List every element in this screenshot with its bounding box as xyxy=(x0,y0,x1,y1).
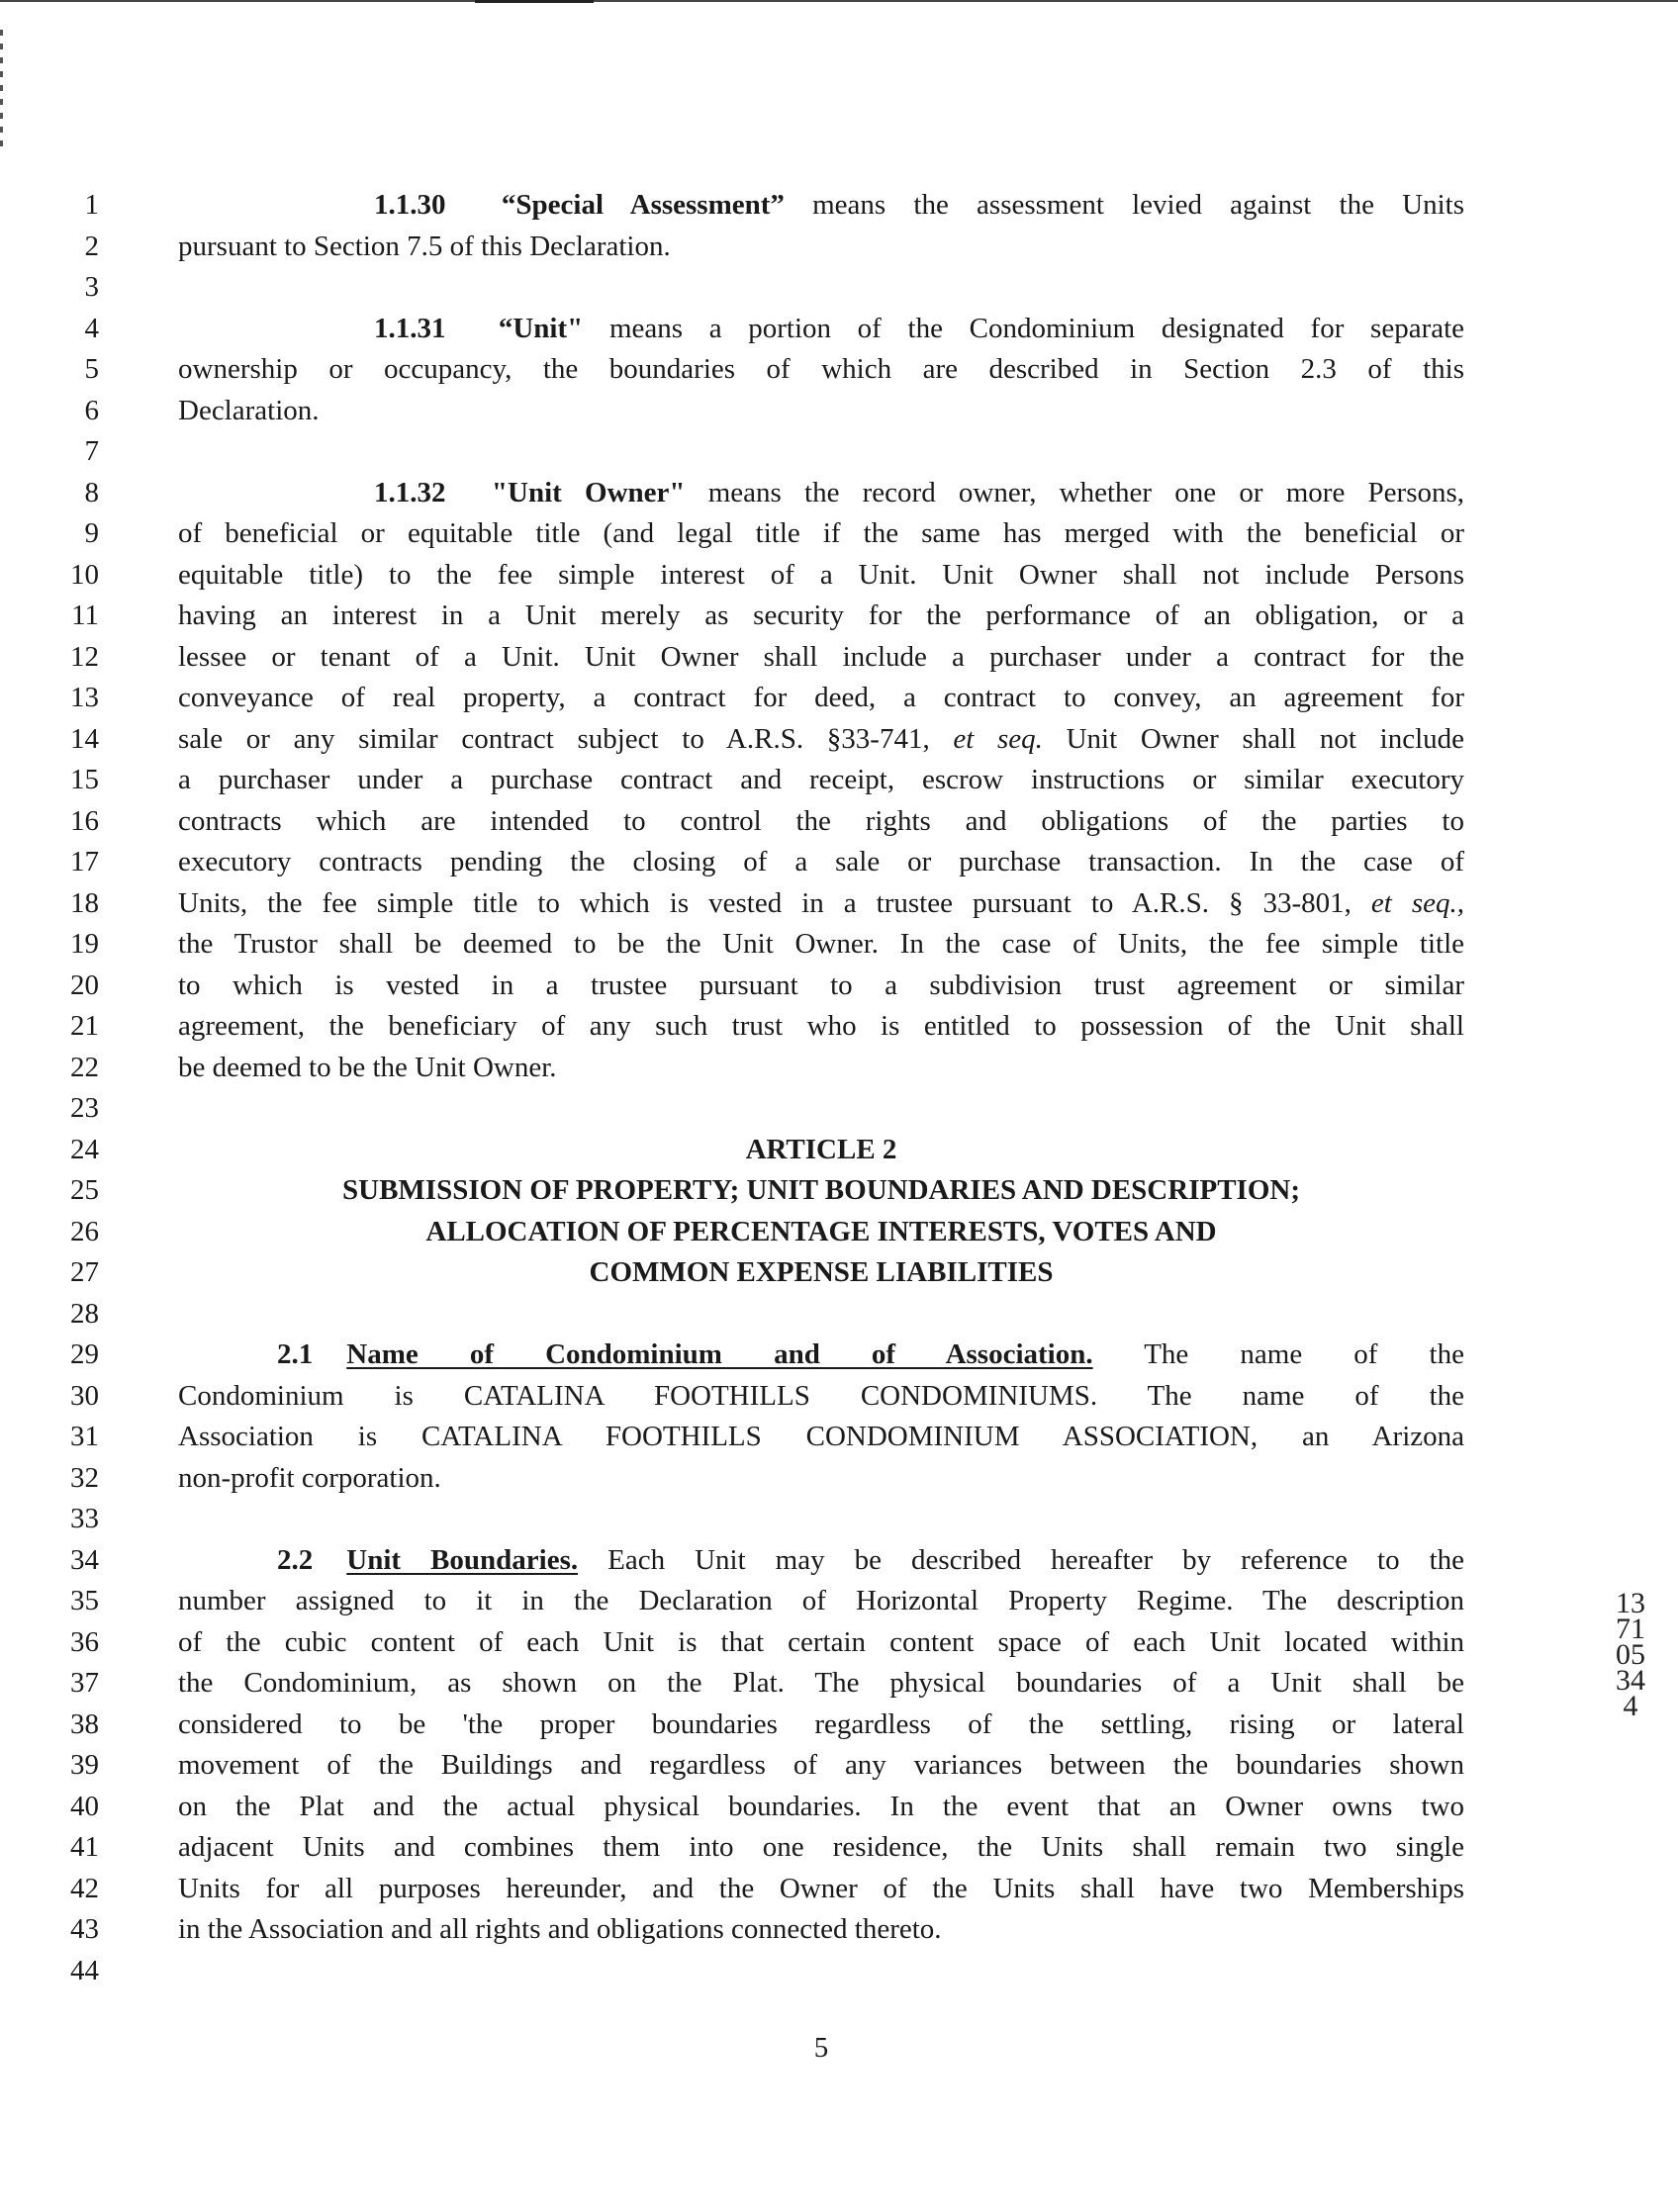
line-number: 33 xyxy=(70,1503,99,1534)
section-number: 1.1.32 xyxy=(374,476,446,508)
section-title: Name of Condominium and of Association. xyxy=(346,1338,1093,1370)
line-number: 7 xyxy=(84,435,99,467)
text-line xyxy=(374,309,1464,350)
line-number: 25 xyxy=(70,1174,99,1206)
text-line: number assigned to it in the Declaration of Horizontal Property Regime. The description xyxy=(178,1585,1464,1616)
section-number: 1.1.30 xyxy=(374,189,446,221)
line-number: 22 xyxy=(70,1051,99,1083)
text-line: the Condominium, as shown on the Plat. The physical boundaries of a Unit shall be xyxy=(178,1667,1464,1699)
line-number: 8 xyxy=(84,476,99,508)
text-line: of the cubic content of each Unit is that certain content space of each Unit located within xyxy=(178,1625,1464,1658)
line-number: 38 xyxy=(70,1707,99,1740)
text-segment: The name of the xyxy=(1144,1338,1464,1370)
text-line: of beneficial or equitable title (and legal title if the same has merged with the beneficial or xyxy=(178,517,1464,549)
text-line xyxy=(374,473,1464,514)
recording-stamp: 1371 05344 xyxy=(1616,1587,1645,1722)
scan-top-edge xyxy=(0,0,1678,2)
article-title-line: COMMON EXPENSE LIABILITIES xyxy=(589,1256,1054,1288)
line-number: 23 xyxy=(70,1092,99,1124)
text-line: Condominium is CATALINA FOOTHILLS CONDOMINIUMS. The name of the xyxy=(178,1379,1464,1412)
text-line: the Trustor shall be deemed to be the Unit Owner. In the case of Units, the fee simple title xyxy=(178,928,1464,960)
line-number: 21 xyxy=(70,1010,99,1042)
section-title: Unit Boundaries. xyxy=(346,1543,579,1576)
line-number: 35 xyxy=(70,1585,99,1616)
line-number: 13 xyxy=(70,682,99,713)
text-line: executory contracts pending the closing of a sale or purchase transaction. In the case of xyxy=(178,846,1464,877)
line-number: 15 xyxy=(70,764,99,795)
text-line: be deemed to be the Unit Owner. xyxy=(178,1051,557,1083)
text-segment: Units, the fee simple title to which is vested in a trustee pursuant to A.R.S. § 33-801, xyxy=(178,886,1352,919)
text-line: lessee or tenant of a Unit. Unit Owner shall include a purchaser under a contract for the xyxy=(178,640,1464,673)
line-number: 10 xyxy=(70,558,99,591)
text-line xyxy=(178,883,1464,925)
line-number: 44 xyxy=(70,1954,99,1986)
line-number: 37 xyxy=(70,1667,99,1699)
text-line: in the Association and all rights and obligations connected thereto. xyxy=(178,1913,942,1945)
text-line: considered to be 'the proper boundaries regardless of the settling, rising or lateral xyxy=(178,1707,1464,1740)
line-number: 11 xyxy=(71,599,99,631)
text-line xyxy=(374,185,1464,227)
text-segment: sale or any similar contract subject to A.R.S. §33-741, xyxy=(178,722,930,755)
text-segment: Each Unit may be described hereafter by reference to the xyxy=(607,1543,1465,1576)
line-number: 28 xyxy=(70,1297,99,1330)
line-number: 39 xyxy=(70,1749,99,1781)
text-line: ownership or occupancy, the boundaries of which are described in Section 2.3 of this xyxy=(178,353,1464,385)
text-line: equitable title) to the fee simple interest of a Unit. Unit Owner shall not include Persons xyxy=(178,558,1464,591)
text-line: agreement, the beneficiary of any such trust who is entitled to possession of the Unit shall xyxy=(178,1010,1464,1042)
line-number: 30 xyxy=(70,1379,99,1412)
defined-term: "Unit Owner" xyxy=(491,476,686,508)
article-title-line: SUBMISSION OF PROPERTY; UNIT BOUNDARIES AND DESCRIPTION; xyxy=(342,1174,1300,1206)
text-line: having an interest in a Unit merely as security for the performance of an obligation, or a xyxy=(178,599,1464,631)
italic-citation: et seq. xyxy=(953,722,1043,755)
line-number: 19 xyxy=(70,928,99,960)
section-number: 2.1 xyxy=(277,1338,314,1370)
line-number: 26 xyxy=(70,1215,99,1247)
text-line: movement of the Buildings and regardless of any variances between the boundaries shown xyxy=(178,1749,1464,1781)
text-segment: means the assessment levied against the Units xyxy=(812,189,1464,221)
line-number: 41 xyxy=(70,1831,99,1863)
text-line xyxy=(178,719,1464,761)
line-number: 34 xyxy=(70,1543,99,1576)
line-number: 17 xyxy=(70,846,99,877)
line-number: 3 xyxy=(84,271,99,303)
text-line xyxy=(277,1540,1464,1582)
text-segment: means the record owner, whether one or more Persons, xyxy=(707,476,1465,508)
line-number: 27 xyxy=(70,1256,99,1288)
text-line: non-profit corporation. xyxy=(178,1461,441,1494)
line-number: 1 xyxy=(84,189,99,221)
line-number: 43 xyxy=(70,1913,99,1945)
scan-left-marks xyxy=(0,30,3,148)
text-line: Declaration. xyxy=(178,394,320,426)
text-line: pursuant to Section 7.5 of this Declaration. xyxy=(178,230,671,262)
defined-term: “Special Assessment” xyxy=(501,189,785,221)
section-number: 1.1.31 xyxy=(374,312,446,344)
line-number: 36 xyxy=(70,1625,99,1658)
line-number: 14 xyxy=(70,722,99,755)
line-number: 16 xyxy=(70,804,99,837)
text-line: a purchaser under a purchase contract and receipt, escrow instructions or similar executory xyxy=(178,764,1464,795)
text-line: adjacent Units and combines them into one residence, the Units shall remain two single xyxy=(178,1831,1464,1863)
text-line: Association is CATALINA FOOTHILLS CONDOMINIUM ASSOCIATION, an Arizona xyxy=(178,1421,1464,1452)
line-number: 42 xyxy=(70,1872,99,1904)
text-line: contracts which are intended to control the rights and obligations of the parties to xyxy=(178,804,1464,837)
line-number: 2 xyxy=(84,230,99,262)
text-line xyxy=(277,1335,1464,1376)
page-number: 5 xyxy=(813,2032,829,2064)
line-number: 20 xyxy=(70,968,99,1001)
line-number: 6 xyxy=(84,394,99,426)
text-segment: means a portion of the Condominium designated for separate xyxy=(608,312,1465,344)
text-line: Units for all purposes hereunder, and the Owner of the Units shall have two Memberships xyxy=(178,1872,1464,1904)
article-number: ARTICLE 2 xyxy=(745,1133,897,1165)
text-segment: Unit Owner shall not include xyxy=(1066,722,1465,755)
line-number: 24 xyxy=(70,1133,99,1165)
line-number: 31 xyxy=(70,1421,99,1452)
italic-citation: et seq., xyxy=(1370,886,1465,919)
line-number: 32 xyxy=(70,1461,99,1494)
text-line: conveyance of real property, a contract for deed, a contract to convey, an agreement for xyxy=(178,682,1464,713)
scan-top-mark xyxy=(475,0,594,3)
defined-term: “Unit" xyxy=(498,312,584,344)
line-number: 29 xyxy=(70,1338,99,1370)
article-title-line: ALLOCATION OF PERCENTAGE INTERESTS, VOTES AND xyxy=(425,1215,1217,1247)
line-number: 9 xyxy=(84,517,99,549)
text-line: on the Plat and the actual physical boundaries. In the event that an Owner owns two xyxy=(178,1790,1464,1822)
section-number: 2.2 xyxy=(277,1543,314,1576)
line-number: 18 xyxy=(70,886,99,919)
text-line: to which is vested in a trustee pursuant to a subdivision trust agreement or similar xyxy=(178,968,1464,1001)
line-number: 40 xyxy=(70,1790,99,1822)
line-number: 5 xyxy=(84,353,99,385)
line-number: 12 xyxy=(70,640,99,673)
line-number: 4 xyxy=(84,312,99,344)
